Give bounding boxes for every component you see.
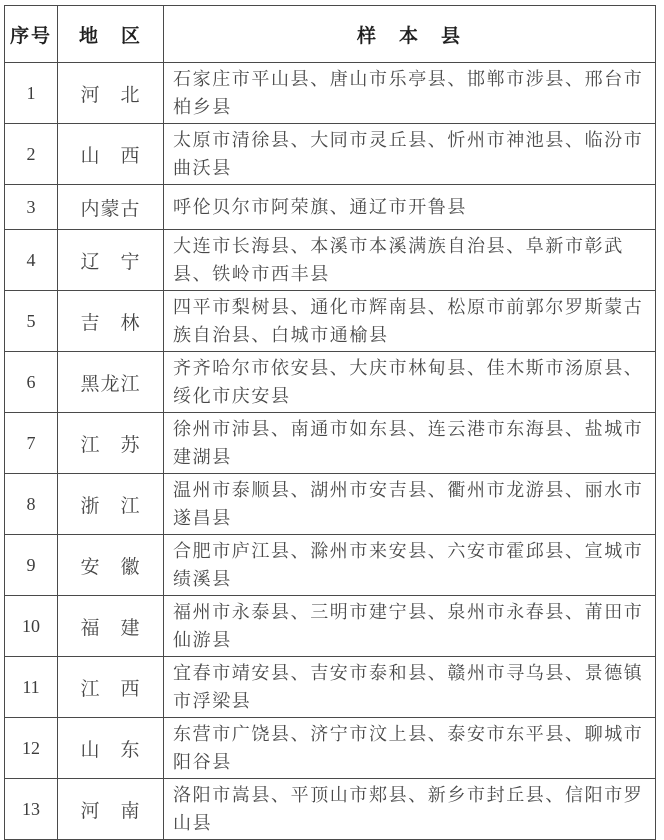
row-index: 8 (5, 474, 58, 535)
table-row (5, 718, 656, 779)
table-header-row (5, 6, 656, 63)
row-index: 1 (5, 63, 58, 124)
header-region: 地 区 (58, 6, 164, 63)
table-row (5, 124, 656, 185)
row-index: 12 (5, 718, 58, 779)
region-cell: 山 东 (58, 718, 164, 779)
table-row (5, 185, 656, 230)
region-cell: 吉 林 (58, 291, 164, 352)
region-cell: 黑龙江 (58, 352, 164, 413)
counties-cell: 太原市清徐县、大同市灵丘县、忻州市神池县、临汾市曲沃县 (164, 124, 656, 185)
counties-cell: 齐齐哈尔市依安县、大庆市林甸县、佳木斯市汤原县、绥化市庆安县 (164, 352, 656, 413)
table-row (5, 230, 656, 291)
region-cell: 浙 江 (58, 474, 164, 535)
region-cell: 内蒙古 (58, 185, 164, 230)
counties-cell: 洛阳市嵩县、平顶山市郏县、新乡市封丘县、信阳市罗山县 (164, 779, 656, 840)
row-index: 6 (5, 352, 58, 413)
header-number: 序号 (5, 6, 58, 63)
region-cell: 安 徽 (58, 535, 164, 596)
region-cell: 河 北 (58, 63, 164, 124)
region-cell: 河 南 (58, 779, 164, 840)
counties-cell: 福州市永泰县、三明市建宁县、泉州市永春县、莆田市仙游县 (164, 596, 656, 657)
sample-counties-table (4, 5, 656, 840)
table-row (5, 413, 656, 474)
counties-cell: 呼伦贝尔市阿荣旗、通辽市开鲁县 (164, 185, 656, 230)
counties-cell: 大连市长海县、本溪市本溪满族自治县、阜新市彰武县、铁岭市西丰县 (164, 230, 656, 291)
region-cell: 山 西 (58, 124, 164, 185)
region-cell: 江 西 (58, 657, 164, 718)
counties-cell: 四平市梨树县、通化市辉南县、松原市前郭尔罗斯蒙古族自治县、白城市通榆县 (164, 291, 656, 352)
counties-cell: 宜春市靖安县、吉安市泰和县、赣州市寻乌县、景德镇市浮梁县 (164, 657, 656, 718)
row-index: 5 (5, 291, 58, 352)
row-index: 4 (5, 230, 58, 291)
row-index: 10 (5, 596, 58, 657)
counties-cell: 合肥市庐江县、滁州市来安县、六安市霍邱县、宣城市绩溪县 (164, 535, 656, 596)
region-cell: 辽 宁 (58, 230, 164, 291)
table-row (5, 657, 656, 718)
counties-cell: 石家庄市平山县、唐山市乐亭县、邯郸市涉县、邢台市柏乡县 (164, 63, 656, 124)
table-row (5, 63, 656, 124)
table-row (5, 535, 656, 596)
header-counties: 样 本 县 (164, 6, 656, 63)
row-index: 9 (5, 535, 58, 596)
table-row (5, 596, 656, 657)
counties-cell: 东营市广饶县、济宁市汶上县、泰安市东平县、聊城市阳谷县 (164, 718, 656, 779)
table-row (5, 474, 656, 535)
row-index: 13 (5, 779, 58, 840)
counties-cell: 温州市泰顺县、湖州市安吉县、衢州市龙游县、丽水市遂昌县 (164, 474, 656, 535)
row-index: 2 (5, 124, 58, 185)
row-index: 7 (5, 413, 58, 474)
region-cell: 福 建 (58, 596, 164, 657)
region-cell: 江 苏 (58, 413, 164, 474)
counties-cell: 徐州市沛县、南通市如东县、连云港市东海县、盐城市建湖县 (164, 413, 656, 474)
table-row (5, 291, 656, 352)
table-row (5, 779, 656, 840)
row-index: 3 (5, 185, 58, 230)
row-index: 11 (5, 657, 58, 718)
table-row (5, 352, 656, 413)
